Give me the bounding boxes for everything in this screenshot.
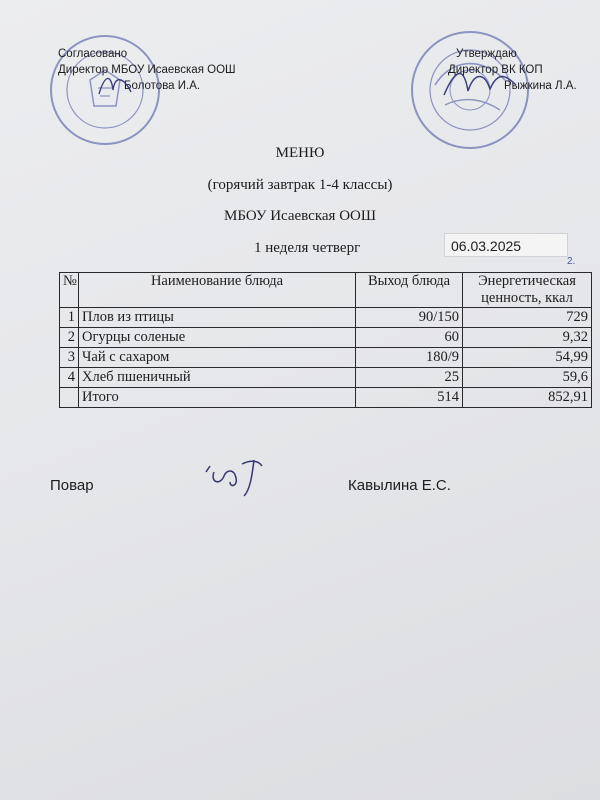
total-energy: 852,91 [463,388,592,408]
table-total-row [60,388,592,408]
row-energy: 9,32 [463,328,592,348]
header-yield: Выход блюда [356,273,463,308]
row-dish: Хлеб пшеничный [79,368,356,388]
header-energy-line2: ценность, ккал [481,290,573,306]
cook-name: Кавылина Е.С. [348,477,451,494]
right-signature-scribble [440,65,520,101]
school-name: МБОУ Исаевская ООШ [223,208,376,224]
left-signature-scribble [95,70,135,100]
cook-role: Повар [50,477,94,494]
approval-right-position: Директор ВК КОП [448,64,543,76]
table-row [60,368,592,388]
header-energy [463,273,592,308]
row-yield: 90/150 [356,308,463,328]
total-label: Итого [79,388,356,408]
header-dish: Наименование блюда [79,273,356,308]
header-energy-line1: Энергетическая [478,273,576,289]
row-energy: 59,6 [463,368,592,388]
table-row [60,308,592,328]
row-num: 4 [60,368,79,388]
page-number: 2. [567,256,576,267]
row-yield: 25 [356,368,463,388]
approval-left-position: Директор МБОУ Исаевская ООШ [58,64,236,76]
row-num: 3 [60,348,79,368]
table-row [60,348,592,368]
approval-left-label: Согласовано [58,48,128,60]
total-yield: 514 [356,388,463,408]
menu-table [59,272,592,408]
menu-title: МЕНЮ [275,145,325,161]
approval-right-label: Утверждаю [456,48,517,60]
table-header-row [60,273,592,308]
row-energy: 54,99 [463,348,592,368]
approval-left-name: Болотова И.А. [124,80,201,92]
row-dish: Плов из птицы [79,308,356,328]
meal-subtitle: (горячий завтрак 1-4 классы) [207,177,393,193]
row-dish: Огурцы соленые [79,328,356,348]
row-num: 2 [60,328,79,348]
row-yield: 180/9 [356,348,463,368]
week-day-line: 1 неделя четверг [254,240,361,256]
total-num-cell [60,388,79,408]
row-num: 1 [60,308,79,328]
row-energy: 729 [463,308,592,328]
approval-left [58,46,236,94]
table-row [60,328,592,348]
cook-signature-scribble [200,452,270,502]
date-field: 06.03.2025 [444,233,568,257]
approval-right-name: Рыжкина Л.А. [504,80,577,92]
row-yield: 60 [356,328,463,348]
header-num: № [60,273,79,308]
row-dish: Чай с сахаром [79,348,356,368]
